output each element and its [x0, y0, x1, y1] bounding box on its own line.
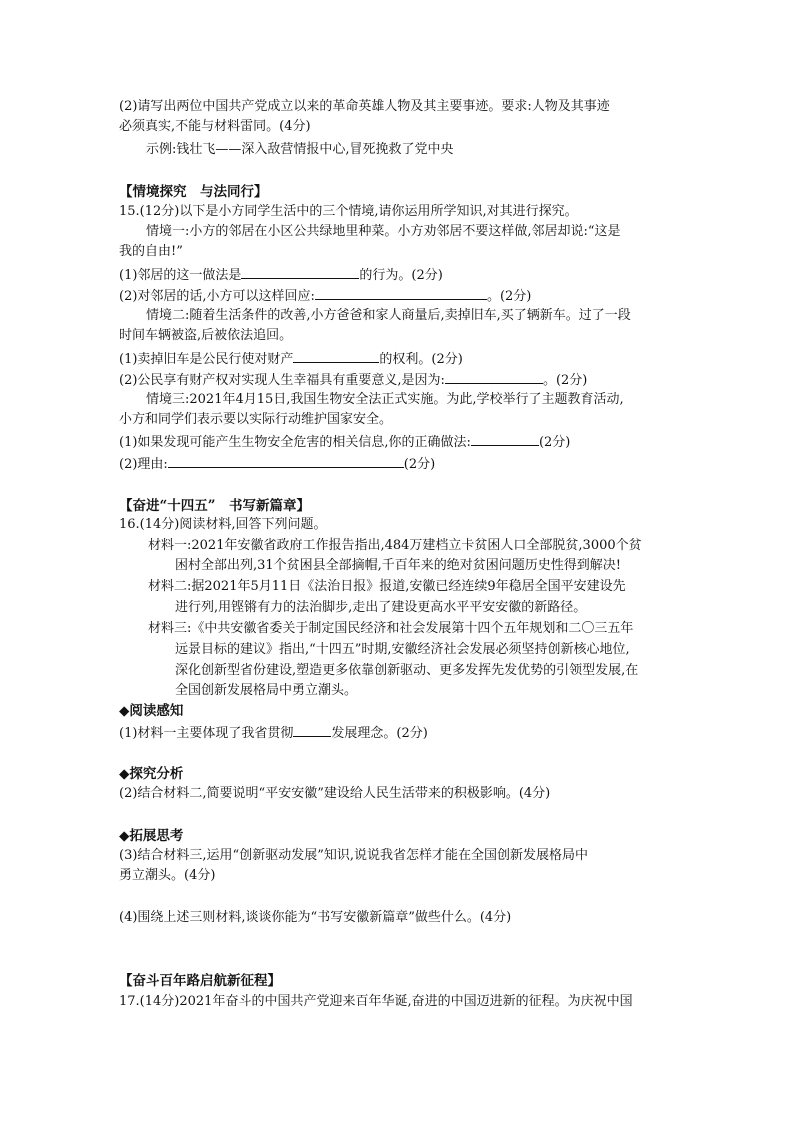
q15-sub4-suffix: 。(2分) — [542, 373, 588, 388]
q15-sub2-prefix: (2)对邻居的话,小方可以这样回应: — [119, 289, 315, 304]
heading-reading: ◆阅读感知 — [119, 703, 184, 719]
section-title-centenary: 【奋斗百年路启航新征程】 — [119, 973, 281, 989]
scenario1-line1: 情境一:小方的邻居在小区公共绿地里种菜。小方劝邻居不要这样做,邻居却说:“这是 — [146, 224, 621, 239]
section-title-14th-plan: 【奋进“十四五” 书写新篇章】 — [119, 498, 311, 514]
answer-blank[interactable] — [293, 723, 331, 737]
q15-sub3 — [119, 349, 463, 369]
material3-line2: 远景目标的建议》指出,“十四五”时期,安徽经济社会发展必须坚持创新核心地位, — [175, 642, 630, 657]
q14-part2-line2: 必须真实,不能与材料雷同。(4分) — [119, 119, 311, 134]
material2-line1: 材料二:据2021年5月11日《法治日报》报道,安徽已经连续9年稳居全国平安建设先 — [148, 579, 626, 594]
answer-blank[interactable] — [471, 432, 539, 446]
q14-part2-line1: (2)请写出两位中国共产党成立以来的革命英雄人物及其主要事迹。要求:人物及其事迹 — [119, 99, 610, 114]
q15-sub2 — [119, 286, 531, 306]
q16-sub2: (2)结合材料二,简要说明“平安安徽”建设给人民生活带来的积极影响。(4分) — [119, 786, 551, 801]
material2-line2: 进行列,用铿锵有力的法治脚步,走出了建设更高水平平安安徽的新路径。 — [175, 600, 587, 615]
q16-sub1 — [119, 723, 428, 743]
q15-sub5-prefix: (1)如果发现可能产生生物安全危害的相关信息,你的正确做法: — [119, 435, 471, 450]
q15-sub1-suffix: 的行为。(2分) — [359, 268, 443, 283]
material1-line1: 材料一:2021年安徽省政府工作报告指出,484万建档立卡贫困人口全部脱贫,3000个贫 — [148, 538, 642, 553]
q16-sub1-prefix: (1)材料一主要体现了我省贯彻 — [119, 726, 294, 741]
q15-sub1-prefix: (1)邻居的这一做法是 — [119, 268, 242, 283]
material3-line3: 深化创新型省份建设,塑造更多依靠创新驱动、更多发挥先发优势的引领型发展,在 — [175, 663, 639, 678]
q15-sub3-prefix: (1)卖掉旧车是公民行使对财产 — [119, 352, 294, 367]
material1-line2: 困村全部出列,31个贫困县全部摘帽,千百年来的绝对贫困问题历史性得到解决! — [175, 558, 622, 573]
answer-blank[interactable] — [293, 349, 379, 363]
q14-example: 示例:钱壮飞——深入敌营情报中心,冒死挽救了党中央 — [146, 142, 454, 157]
q16-sub1-suffix: 发展理念。(2分) — [331, 726, 428, 741]
q15-sub5 — [119, 432, 570, 452]
q16-sub3-line2: 勇立潮头。(4分) — [119, 868, 216, 883]
scenario2-line1: 情境二:随着生活条件的改善,小方爸爸和家人商量后,卖掉旧车,买了辆新车。过了一段 — [146, 308, 631, 323]
section-title-law: 【情境探究 与法同行】 — [119, 184, 268, 200]
q16-sub3-line1: (3)结合材料三,运用“创新驱动发展”知识,说说我省怎样才能在全国创新发展格局中 — [119, 848, 588, 863]
q15-sub4 — [119, 370, 587, 390]
q15-intro: 15.(12分)以下是小方同学生活中的三个情境,请你运用所学知识,对其进行探究。 — [119, 204, 578, 219]
q15-sub1 — [119, 265, 443, 285]
answer-blank[interactable] — [315, 286, 487, 300]
answer-blank[interactable] — [445, 370, 543, 384]
q17-line1: 17.(14分)2021年奋斗的中国共产党迎来百年华诞,奋进的中国迈进新的征程。为庆祝中国 — [119, 994, 633, 1009]
q15-sub6-suffix: (2分) — [403, 457, 436, 472]
q16-sub4: (4)围绕上述三则材料,谈谈你能为“书写安徽新篇章”做些什么。(4分) — [119, 910, 512, 925]
material3-line4: 全国创新发展格局中勇立潮头。 — [175, 683, 358, 698]
scenario1-line2: 我的自由!” — [119, 244, 183, 259]
material3-line1: 材料三:《中共安徽省委关于制定国民经济和社会发展第十四个五年规划和二〇三五年 — [148, 621, 634, 636]
q15-sub5-suffix: (2分) — [538, 435, 571, 450]
answer-blank[interactable] — [241, 265, 359, 279]
q15-sub4-prefix: (2)公民享有财产权对实现人生幸福具有重要意义,是因为: — [119, 373, 445, 388]
scenario2-line2: 时间车辆被盗,后被依法追回。 — [119, 328, 293, 343]
q16-intro: 16.(14分)阅读材料,回答下列问题。 — [119, 517, 327, 532]
heading-expand: ◆拓展思考 — [119, 828, 184, 844]
q15-sub3-suffix: 的权利。(2分) — [379, 352, 463, 367]
q15-sub6 — [119, 454, 435, 474]
q15-sub2-suffix: 。(2分) — [486, 289, 532, 304]
scenario3-line1: 情境三:2021年4月15日,我国生物安全法正式实施。为此,学校举行了主题教育活动, — [146, 392, 624, 407]
heading-explore: ◆探究分析 — [119, 766, 184, 782]
q15-sub6-prefix: (2)理由: — [119, 457, 168, 472]
answer-blank[interactable] — [168, 454, 404, 468]
scenario3-line2: 小方和同学们表示要以实际行动维护国家安全。 — [119, 412, 393, 427]
